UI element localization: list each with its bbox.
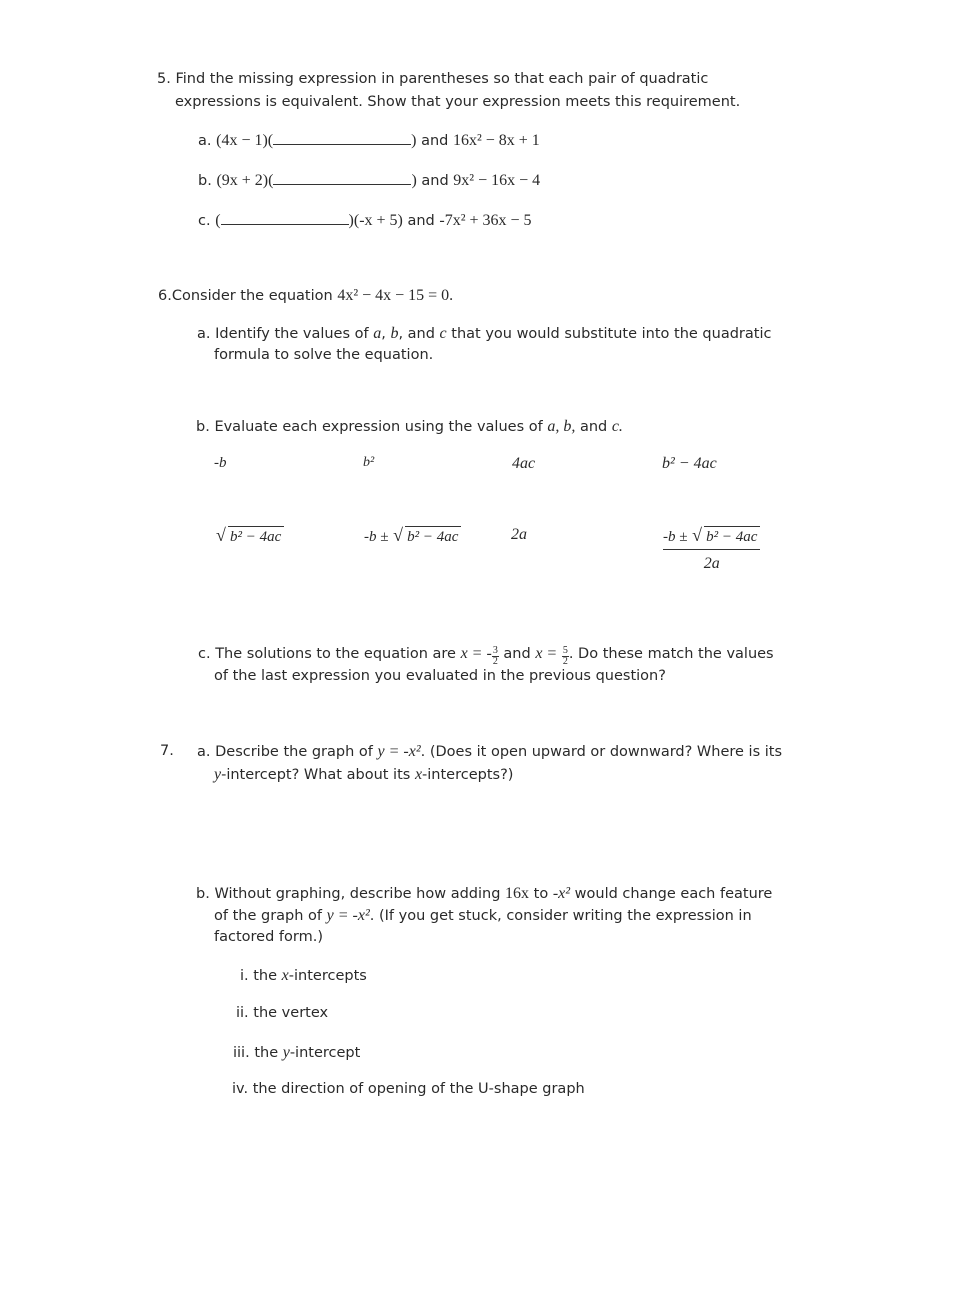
q5b-label: b. <box>198 173 212 189</box>
q6c-frac2-num: 5 <box>562 645 568 656</box>
formula-prefix: -b ± <box>663 529 688 545</box>
q7-number: 7. <box>160 743 174 759</box>
q6b-c: c. <box>611 418 623 435</box>
expr-2a: 2a <box>511 526 527 543</box>
q6-part-c-line2: of the last expression you evaluated in the previous question? <box>214 668 666 684</box>
q7-part-b-line1 <box>196 884 772 904</box>
q6a-var-b: b <box>390 325 399 342</box>
item-pre: the <box>253 968 278 984</box>
q5b-blank[interactable] <box>273 172 411 185</box>
q7a-label: a. <box>197 744 211 760</box>
q7-part-b-line2 <box>214 906 752 926</box>
q7b-term <box>505 885 529 902</box>
q7a-post: . (Does it open upward or downward? Where is its <box>420 744 783 760</box>
q5b-left: (9x + 2)( <box>216 172 274 189</box>
q5a-expr: 16x² − 8x + 1 <box>452 132 540 149</box>
q7b-line2-pre: of the graph of <box>214 908 323 924</box>
q6-equation: 4x² − 4x − 15 = 0. <box>337 287 454 304</box>
q6a-post: that you would substitute into the quadratic <box>451 326 772 342</box>
q5a-left: (4x − 1)( <box>216 132 274 149</box>
q6c-frac1-num: 3 <box>492 645 498 656</box>
q6a-pre: Identify the values of <box>215 326 369 342</box>
q7b-item-iv <box>232 1080 585 1098</box>
q7b-pre: Without graphing, describe how adding <box>214 886 501 902</box>
q5c-label: c. <box>198 213 211 229</box>
radical-icon: √ <box>692 525 702 545</box>
q7a-pre: Describe the graph of <box>215 744 373 760</box>
q6-number: 6. <box>158 288 172 304</box>
q6c-frac-1 <box>492 646 499 667</box>
q5c-expr: -7x² + 36x − 5 <box>439 212 532 229</box>
q6c-frac1-den: 2 <box>492 656 498 667</box>
q5b-and: and <box>421 173 449 189</box>
q7b-term-coef: 16x <box>505 885 530 902</box>
item-var: y <box>282 1044 290 1061</box>
q6-part-b-prompt <box>196 417 623 437</box>
q7b-item-ii <box>236 1004 328 1022</box>
q6-intro-text: Consider the equation <box>171 288 333 304</box>
q5a-blank[interactable] <box>273 132 411 145</box>
item-post: -intercept <box>289 1045 361 1061</box>
q5-part-b <box>198 171 540 191</box>
q7a-end: -intercepts?) <box>422 767 514 783</box>
pm-prefix: -b ± <box>364 529 389 545</box>
q6-part-a-line2: formula to solve the equation. <box>214 347 434 363</box>
expr-4ac: 4ac <box>512 455 536 472</box>
q7b-post: would change each feature <box>574 886 773 902</box>
expr-b-squared: b² <box>363 455 375 470</box>
formula-numerator <box>663 526 760 550</box>
expr-quadratic-formula <box>663 526 760 574</box>
q6-intro <box>158 286 453 306</box>
expr-neg-b: -b <box>214 455 227 471</box>
q5-intro-line1 <box>157 70 708 88</box>
q5-intro-line2: expressions is equivalent. Show that your expression meets this requirement. <box>175 94 741 110</box>
q6b-text: Evaluate each expression using the values of <box>214 419 543 435</box>
q6c-x2-lhs: x = <box>535 645 558 662</box>
q7-part-b-line3: factored form.) <box>214 929 323 945</box>
item-post: -intercepts <box>288 968 367 984</box>
q5b-rparen: ) <box>411 172 417 189</box>
q6c-post: . Do these match the values <box>568 646 774 662</box>
q6c-frac2-den: 2 <box>562 656 568 667</box>
q5a-rparen: ) <box>411 132 417 149</box>
item-num: i. <box>240 968 249 984</box>
q6c-label: c. <box>198 646 211 662</box>
q5-intro-text-1: Find the missing expression in parentheses so that each pair of quadratic <box>175 71 709 87</box>
q6a-var-c: c <box>439 325 447 342</box>
expr-discriminant: b² − 4ac <box>662 455 717 472</box>
q6b-label: b. <box>196 419 210 435</box>
q7b-label: b. <box>196 886 210 902</box>
item-var: x <box>281 967 289 984</box>
q5a-and: and <box>421 133 449 149</box>
q7-part-a-line1 <box>197 742 782 762</box>
radical-icon: √ <box>216 525 226 545</box>
q5b-expr: 9x² − 16x − 4 <box>453 172 541 189</box>
expr-neg-b-pm-sqrt <box>364 526 461 547</box>
q7a-eq: y = -x² <box>377 743 421 760</box>
sqrt-radicand: b² − 4ac <box>228 526 284 547</box>
q7b-line2-eq: y = -x² <box>326 907 370 924</box>
q6b-vars: a, b, <box>547 418 576 435</box>
q6-part-c-line1 <box>198 640 774 667</box>
q7-part-a-line2 <box>214 765 513 785</box>
formula-sqrt <box>692 526 760 547</box>
q5c-blank[interactable] <box>221 212 349 225</box>
q7b-to: to <box>533 886 549 902</box>
q5c-rparen: )(-x + 5) <box>348 212 403 229</box>
q5a-label: a. <box>198 133 212 149</box>
pm-sqrt <box>393 526 461 547</box>
formula-denominator: 2a <box>703 554 720 572</box>
q5c-and: and <box>407 213 435 229</box>
q6-part-a-line1: a. Identify the values of a, b, and c that you would substitute into the quadratic <box>197 325 772 342</box>
item-pre: the vertex <box>253 1005 329 1021</box>
q5c-left: ( <box>215 212 221 229</box>
q7b-item-iii <box>233 1043 360 1063</box>
q7a-mid: -intercept? What about its <box>221 767 411 783</box>
q6a-var-a: a <box>373 325 382 342</box>
expr-sqrt-discriminant <box>216 526 284 547</box>
item-num: iv. <box>232 1081 249 1097</box>
q6a-label: a. <box>197 326 211 342</box>
q6c-and: and <box>503 646 531 662</box>
pm-radicand: b² − 4ac <box>405 526 461 547</box>
q7b-term2: -x² <box>552 885 571 902</box>
sqrt-symbol <box>216 526 284 547</box>
q7b-item-i <box>240 966 367 986</box>
q7a-x: x <box>414 766 423 783</box>
item-num: iii. <box>233 1045 250 1061</box>
item-num: ii. <box>236 1005 249 1021</box>
q5-part-a <box>198 131 540 151</box>
q6c-x1-lhs: x = - <box>460 645 492 662</box>
radical-icon: √ <box>393 525 403 545</box>
formula-radicand: b² − 4ac <box>704 526 760 547</box>
q5-number: 5. <box>157 71 171 87</box>
q7a-y: y <box>214 766 222 783</box>
q7b-line2-post: . (If you get stuck, consider writing the expression in <box>369 908 752 924</box>
item-pre: the direction of opening of the U-shape graph <box>252 1081 585 1097</box>
q5-part-c <box>198 211 532 231</box>
q6c-pre: The solutions to the equation are <box>215 646 456 662</box>
item-pre: the <box>254 1045 279 1061</box>
q6c-frac-2 <box>562 646 569 667</box>
q6b-and: and <box>579 419 608 435</box>
